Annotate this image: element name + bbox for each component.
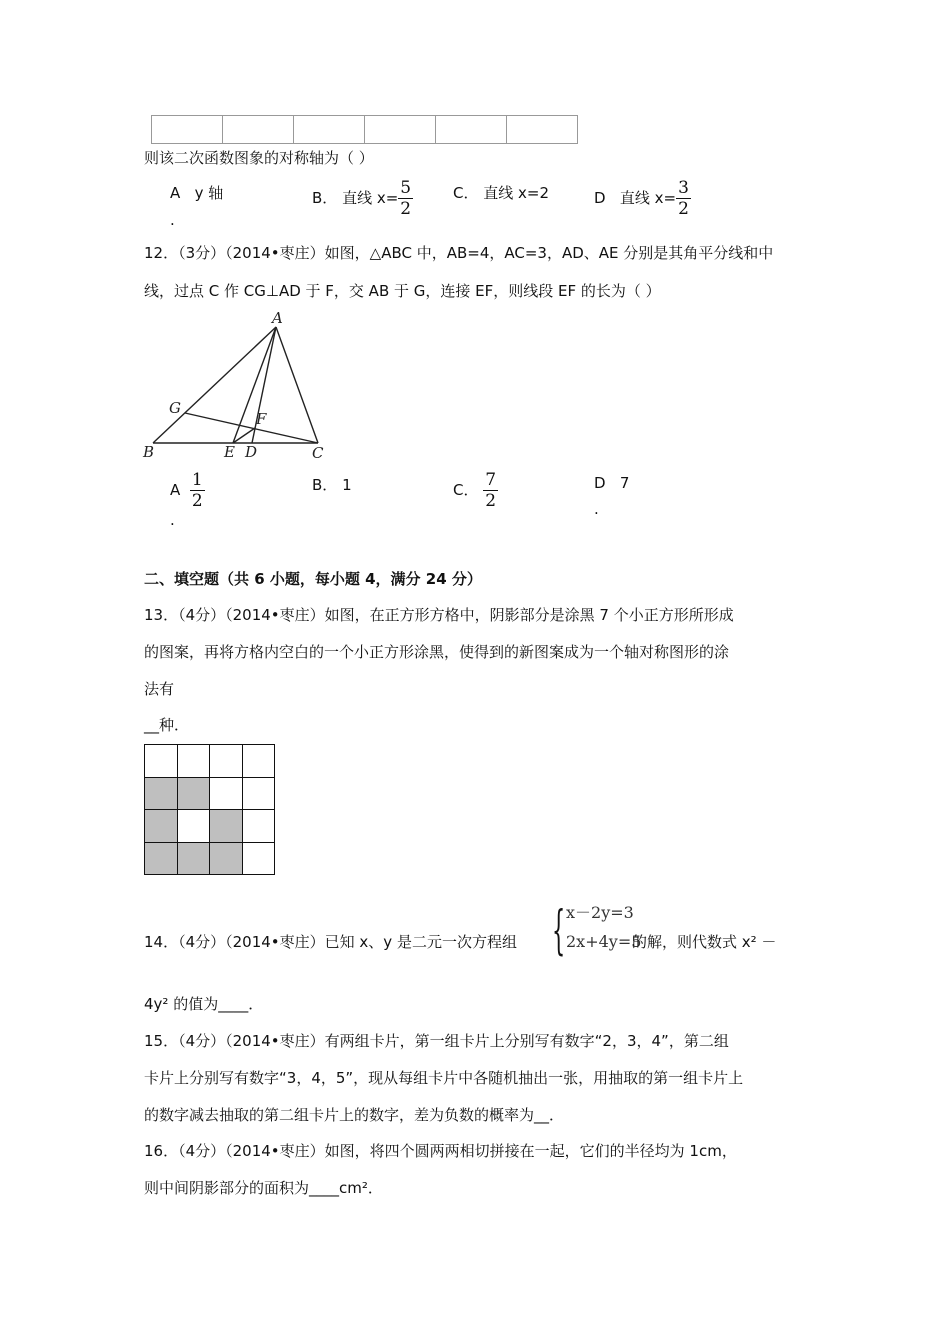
q13-line4: __种． <box>144 716 190 734</box>
option-text: 直线 x= <box>619 189 677 207</box>
label-c: C <box>312 444 324 462</box>
value-table <box>151 115 578 144</box>
option-text: y 轴 <box>194 184 224 202</box>
denominator: 2 <box>400 199 412 219</box>
numerator: 1 <box>191 470 203 490</box>
label-a: A <box>272 309 283 327</box>
q12-line1: 12．（3分）（2014•枣庄）如图，△ABC 中，AB=4，AC=3，AD、AE 分别是其角平分线和中 <box>144 244 774 262</box>
q11-option-b <box>312 178 413 219</box>
option-text: 直线 x= <box>342 189 399 207</box>
option-text: 直线 x=2 <box>483 184 550 202</box>
q12-option-a: A $\frac{1}{2}$ . <box>170 470 203 529</box>
label-e: E <box>224 443 235 461</box>
numerator: 7 <box>485 470 497 490</box>
option-text: 1 <box>342 476 352 494</box>
q16-line1: 16．（4分）（2014•枣庄）如图，将四个圆两两相切拼接在一起，它们的半径均为 1cm， <box>144 1142 737 1160</box>
segment-ac <box>276 327 318 443</box>
q11-stem: 则该二次函数图象的对称轴为（ ） <box>144 149 374 167</box>
option-label: B． <box>312 189 338 207</box>
option-label: D <box>594 189 606 207</box>
q15-line3: 的数字减去抽取的第二组卡片上的数字，差为负数的概率为__． <box>144 1106 565 1124</box>
q15-line1: 15．（4分）（2014•枣庄）有两组卡片，第一组卡片上分别写有数字“2，3，4”，第二组 <box>144 1032 729 1050</box>
q13-line1: 13．（4分）（2014•枣庄）如图，在正方形方格中，阴影部分是涂黑 7 个小正方形所形成 <box>144 606 734 624</box>
option-label: C． <box>453 184 479 202</box>
label-g: G <box>169 399 181 417</box>
numerator: 3 <box>678 178 689 198</box>
q16-line2: 则中间阴影部分的面积为____cm²． <box>144 1179 383 1197</box>
q14-prefix: 14．（4分）（2014•枣庄）已知 x、y 是二元一次方程组 <box>144 933 517 951</box>
q14-suffix: 的解，则代数式 x² － <box>632 933 777 951</box>
option-text: 7 <box>619 474 630 492</box>
denominator: 2 <box>485 491 497 511</box>
label-d: D <box>245 443 258 461</box>
q12-line2: 线，过点 C 作 CG⊥AD 于 F，交 AB 于 G，连接 EF，则线段 EF 的长为（ ） <box>144 282 661 300</box>
q11-option-a: A y 轴 . <box>170 184 224 229</box>
q11-option-c <box>453 182 549 203</box>
denominator: 2 <box>678 199 689 219</box>
q12-option-b <box>312 474 352 495</box>
q13-line2: 的图案，再将方格内空白的一个小正方形涂黑，使得到的新图案成为一个轴对称图形的涂 <box>144 643 730 661</box>
q14-line2: 4y² 的值为____． <box>144 995 264 1013</box>
label-b: B <box>143 443 155 461</box>
option-label: B． <box>312 476 338 494</box>
q15-line2: 卡片上分别写有数字“3，4，5”，现从每组卡片中各随机抽出一张，用抽取的第一组卡片上 <box>144 1069 744 1087</box>
equation-brace: { <box>552 901 566 961</box>
label-f: F <box>256 410 267 428</box>
equation-2: 2x+4y=5 <box>566 932 642 951</box>
equation-1: x－2y=3 <box>566 903 634 922</box>
denominator: 2 <box>191 491 203 511</box>
segment-gc <box>185 413 318 443</box>
option-label: A <box>170 184 181 202</box>
q13-line3: 法有 <box>144 680 175 698</box>
option-label: D <box>594 474 606 492</box>
triangle-figure <box>140 300 340 465</box>
option-label: C． <box>453 481 479 499</box>
q12-option-d: D 7 . <box>594 474 630 518</box>
numerator: 5 <box>400 178 412 198</box>
q11-option-d <box>594 178 691 219</box>
section-title: 二、填空题（共 6 小题，每小题 4，满分 24 分） <box>144 570 482 588</box>
square-grid-figure <box>144 744 275 875</box>
q12-option-c <box>453 470 498 511</box>
option-label: A <box>170 481 181 499</box>
